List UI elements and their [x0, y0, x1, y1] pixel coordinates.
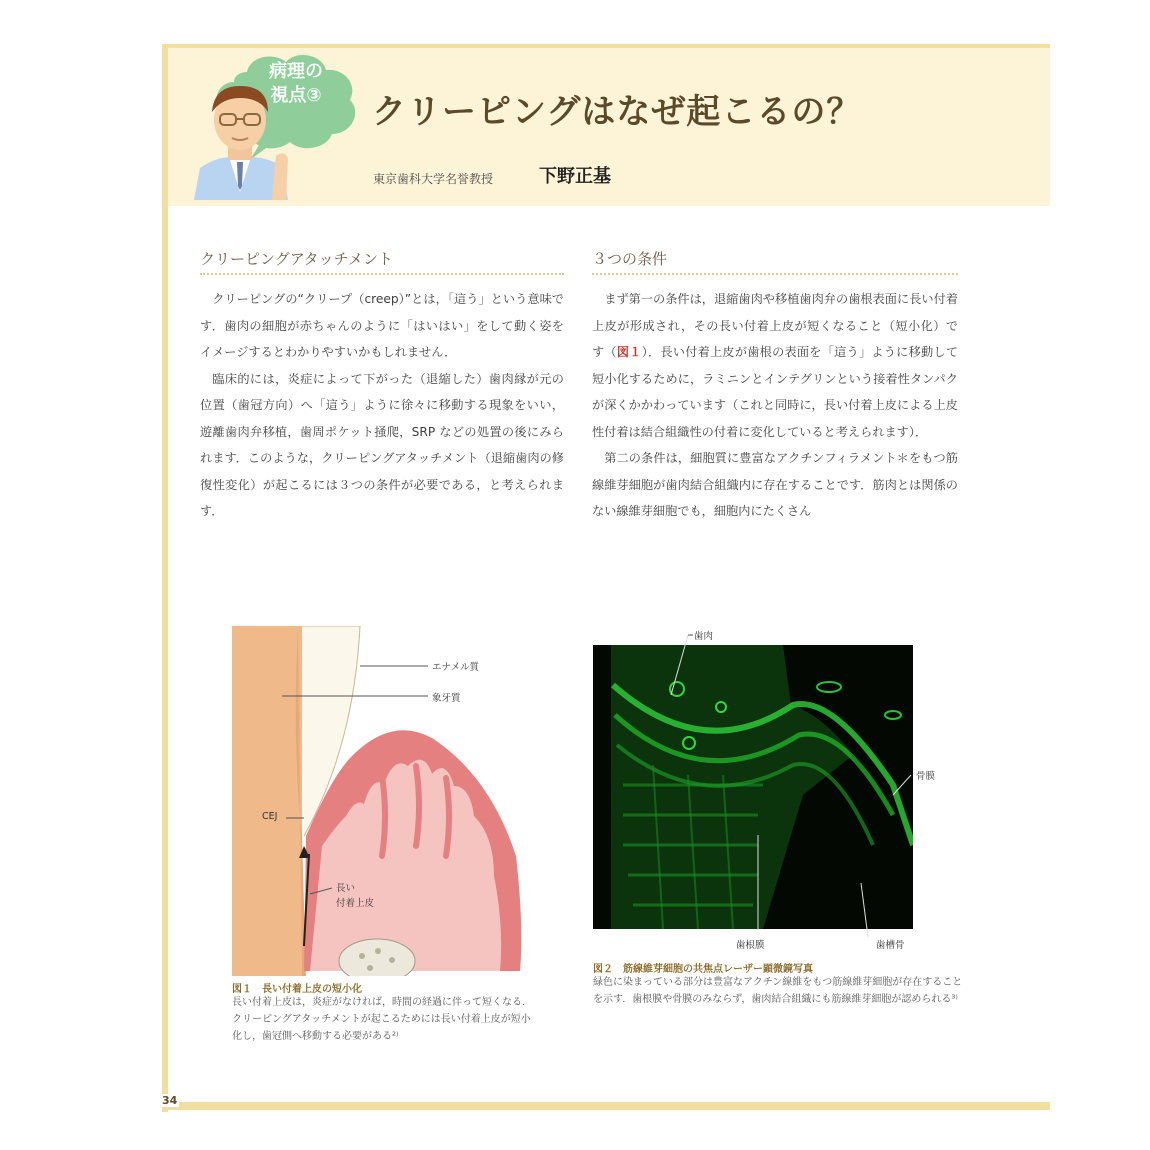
- label-cej: CEJ: [262, 811, 278, 822]
- paragraph: [592, 286, 958, 445]
- figure-1-reference[interactable]: 図１: [616, 345, 642, 359]
- author-name: 下野正基: [539, 166, 611, 187]
- figure-2-caption-body: 緑色に染まっている部分は豊富なアクチン線維をもつ筋線維芽細胞が存在することを示す．歯根膜や骨膜のみならず，歯肉結合組織にも筋線維芽細胞が認められる³⁾: [593, 977, 963, 1005]
- figure-1-diagram: [232, 626, 532, 976]
- left-column-text: [200, 286, 564, 525]
- figure-1-caption-title: 図１ 長い付着上皮の短小化: [232, 984, 362, 995]
- paragraph: 第二の条件は，細胞質に豊富なアクチンフィラメント＊をもつ筋線維芽細胞が歯肉結合組織内に存在することです．筋肉とは関係のない線維芽細胞でも，細胞内にたくさん: [592, 451, 958, 518]
- badge-line-2: 視点③: [270, 85, 322, 106]
- label-long-line2: 付着上皮: [336, 898, 375, 909]
- section-heading-conditions: ３つの条件: [592, 248, 958, 275]
- label-long-line1: 長い: [336, 883, 356, 894]
- text-span: まず第一の条件は，退縮歯肉や移植歯肉弁の歯根表面に長い付着上皮が形成され，その長い付着上皮が短くなること（短小化）です（: [592, 292, 958, 359]
- figure-2-leader-lines: [593, 625, 963, 950]
- figure-2-caption-title: 図２ 筋線維芽細胞の共焦点レーザー顕微鏡写真: [593, 964, 813, 975]
- left-frame-bar: [162, 44, 168, 1112]
- text-span: ）．長い付着上皮が歯根の表面を「這う」ように移動して短小化するために，ラミニンとインテグリンという接着性タンパクが深くかかわっています（これと同時に，長い付着上皮による上皮性付着は結合組織性の付着に変化していると考えられます）．: [592, 345, 958, 439]
- bottom-frame-bar: [162, 1102, 1050, 1110]
- label-pdl: 歯根膜: [736, 940, 765, 951]
- author-affiliation: 東京歯科大学名誉教授: [373, 172, 494, 186]
- label-alveolar-bone: 歯槽骨: [876, 940, 905, 951]
- section-heading-creeping: クリーピングアタッチメント: [200, 248, 564, 275]
- doctor-avatar: [190, 80, 300, 200]
- right-column-text: [592, 286, 958, 552]
- label-periosteum: 骨膜: [916, 771, 936, 782]
- paragraph: 臨床的には，炎症によって下がった（退縮した）歯肉縁が元の位置（歯冠方向）へ「這う」ように徐々に移動する現象をいい，遊離歯肉弁移植，歯周ポケット掻爬，SRP などの処置の後にみられます．このような，クリーピングアタッチメント（退縮歯肉の修復性変化）が起こるには３つの条件が必要である，と考えられます．: [200, 371, 564, 518]
- label-gingiva: 歯肉: [694, 631, 714, 642]
- badge-line-1: 病理の: [269, 61, 323, 82]
- label-dentin: 象牙質: [432, 693, 461, 704]
- figure-1-caption-body: 長い付着上皮は，炎症がなければ，時間の経過に伴って短くなる．クリーピングアタッチメントが起こるためには長い付着上皮が短小化し，歯冠側へ移動する必要がある²⁾: [232, 997, 532, 1042]
- page-title: クリーピングはなぜ起こるの？: [372, 92, 862, 132]
- page-number: 34: [162, 1094, 178, 1107]
- label-enamel: エナメル質: [432, 662, 480, 673]
- paragraph: クリーピングの“クリープ（creep）”とは，「這う」という意味です．歯肉の細胞が赤ちゃんのように「はいはい」をして動く姿をイメージするとわかりやすいかもしれません．: [200, 292, 564, 359]
